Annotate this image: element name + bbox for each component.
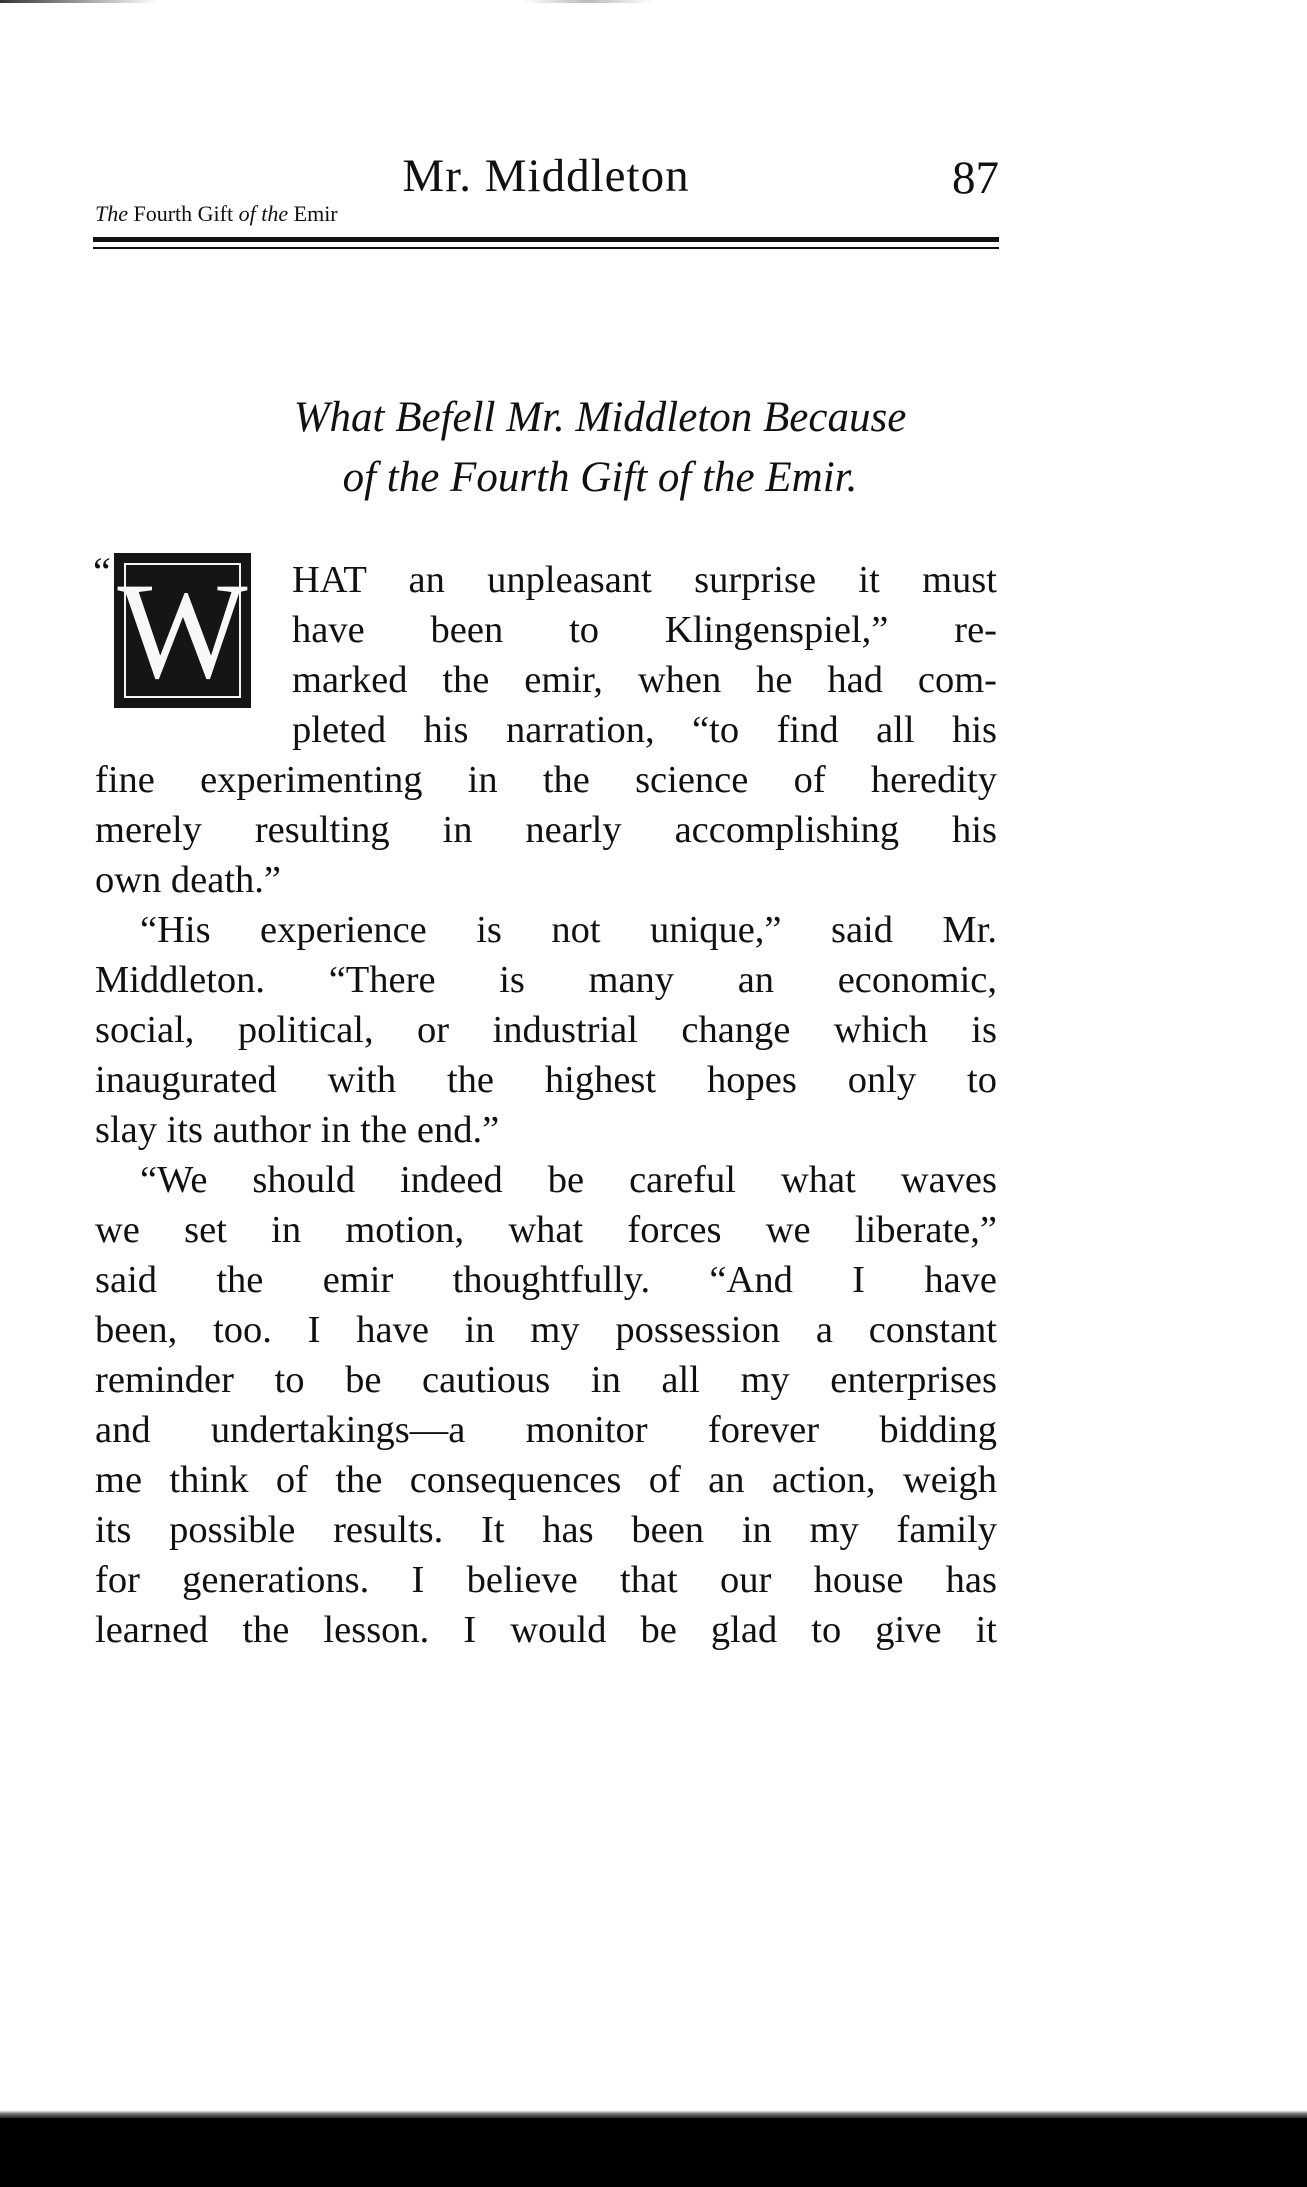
subheading-fourth-gift: Fourth Gift	[133, 201, 234, 226]
page-header	[93, 148, 999, 258]
chapter-title-line-2: of the Fourth Gift of the Emir.	[342, 454, 858, 501]
body-line-14: we set in motion, what forces we liberate,”	[95, 1209, 997, 1251]
body-line-6: merely resulting in nearly accomplishing his	[95, 809, 997, 851]
page-number: 87	[952, 152, 999, 204]
body-line-2: have been to Klingenspiel,” re-	[292, 609, 997, 651]
body-line-9: Middleton. “There is many an economic,	[95, 959, 997, 1001]
body-line-13: “We should indeed be careful what waves	[140, 1159, 997, 1201]
body-line-1: HAT an unpleasant surprise it must	[292, 559, 997, 601]
drop-cap-letter: W	[117, 553, 248, 707]
body-line-22: learned the lesson. I would be glad to give it	[95, 1609, 997, 1651]
running-title: Mr. Middleton	[402, 150, 690, 202]
body-line-12: slay its author in the end.”	[95, 1109, 500, 1151]
body-line-20: its possible results. It has been in my family	[95, 1509, 997, 1551]
body-line-18: and undertakings—a monitor forever bidding	[95, 1409, 997, 1451]
body-line-21: for generations. I believe that our house has	[95, 1559, 997, 1601]
body-line-15: said the emir thoughtfully. “And I have	[95, 1259, 997, 1301]
body-line-10: social, political, or industrial change which is	[95, 1009, 997, 1051]
body-line-7: own death.”	[95, 859, 282, 901]
body-line-4: pleted his narration, “to find all his	[292, 709, 997, 751]
header-rule-thin	[93, 247, 999, 249]
running-subheading	[95, 201, 338, 227]
chapter-title-line-1: What Befell Mr. Middleton Because	[293, 394, 907, 441]
body-line-16: been, too. I have in my possession a constant	[95, 1309, 997, 1351]
body-line-17: reminder to be cautious in all my enterprises	[95, 1359, 997, 1401]
drop-cap-initial	[114, 553, 251, 708]
opening-quote-mark: “	[93, 549, 111, 594]
scan-bottom-edge	[0, 2118, 1307, 2187]
subheading-the: The	[95, 201, 128, 226]
body-line-19: me think of the consequences of an action, weigh	[95, 1459, 997, 1501]
page-top-edge	[0, 0, 1307, 3]
body-line-8: “His experience is not unique,” said Mr.	[140, 909, 997, 951]
header-rule-thick	[93, 237, 999, 242]
subheading-of: of	[238, 201, 256, 226]
subheading-emir: Emir	[293, 201, 338, 226]
body-line-5: fine experimenting in the science of heredity	[95, 759, 997, 801]
subheading-the-2: the	[261, 201, 289, 226]
body-line-3: marked the emir, when he had com-	[292, 659, 997, 701]
body-line-11: inaugurated with the highest hopes only to	[95, 1059, 997, 1101]
chapter-title	[200, 388, 1000, 508]
